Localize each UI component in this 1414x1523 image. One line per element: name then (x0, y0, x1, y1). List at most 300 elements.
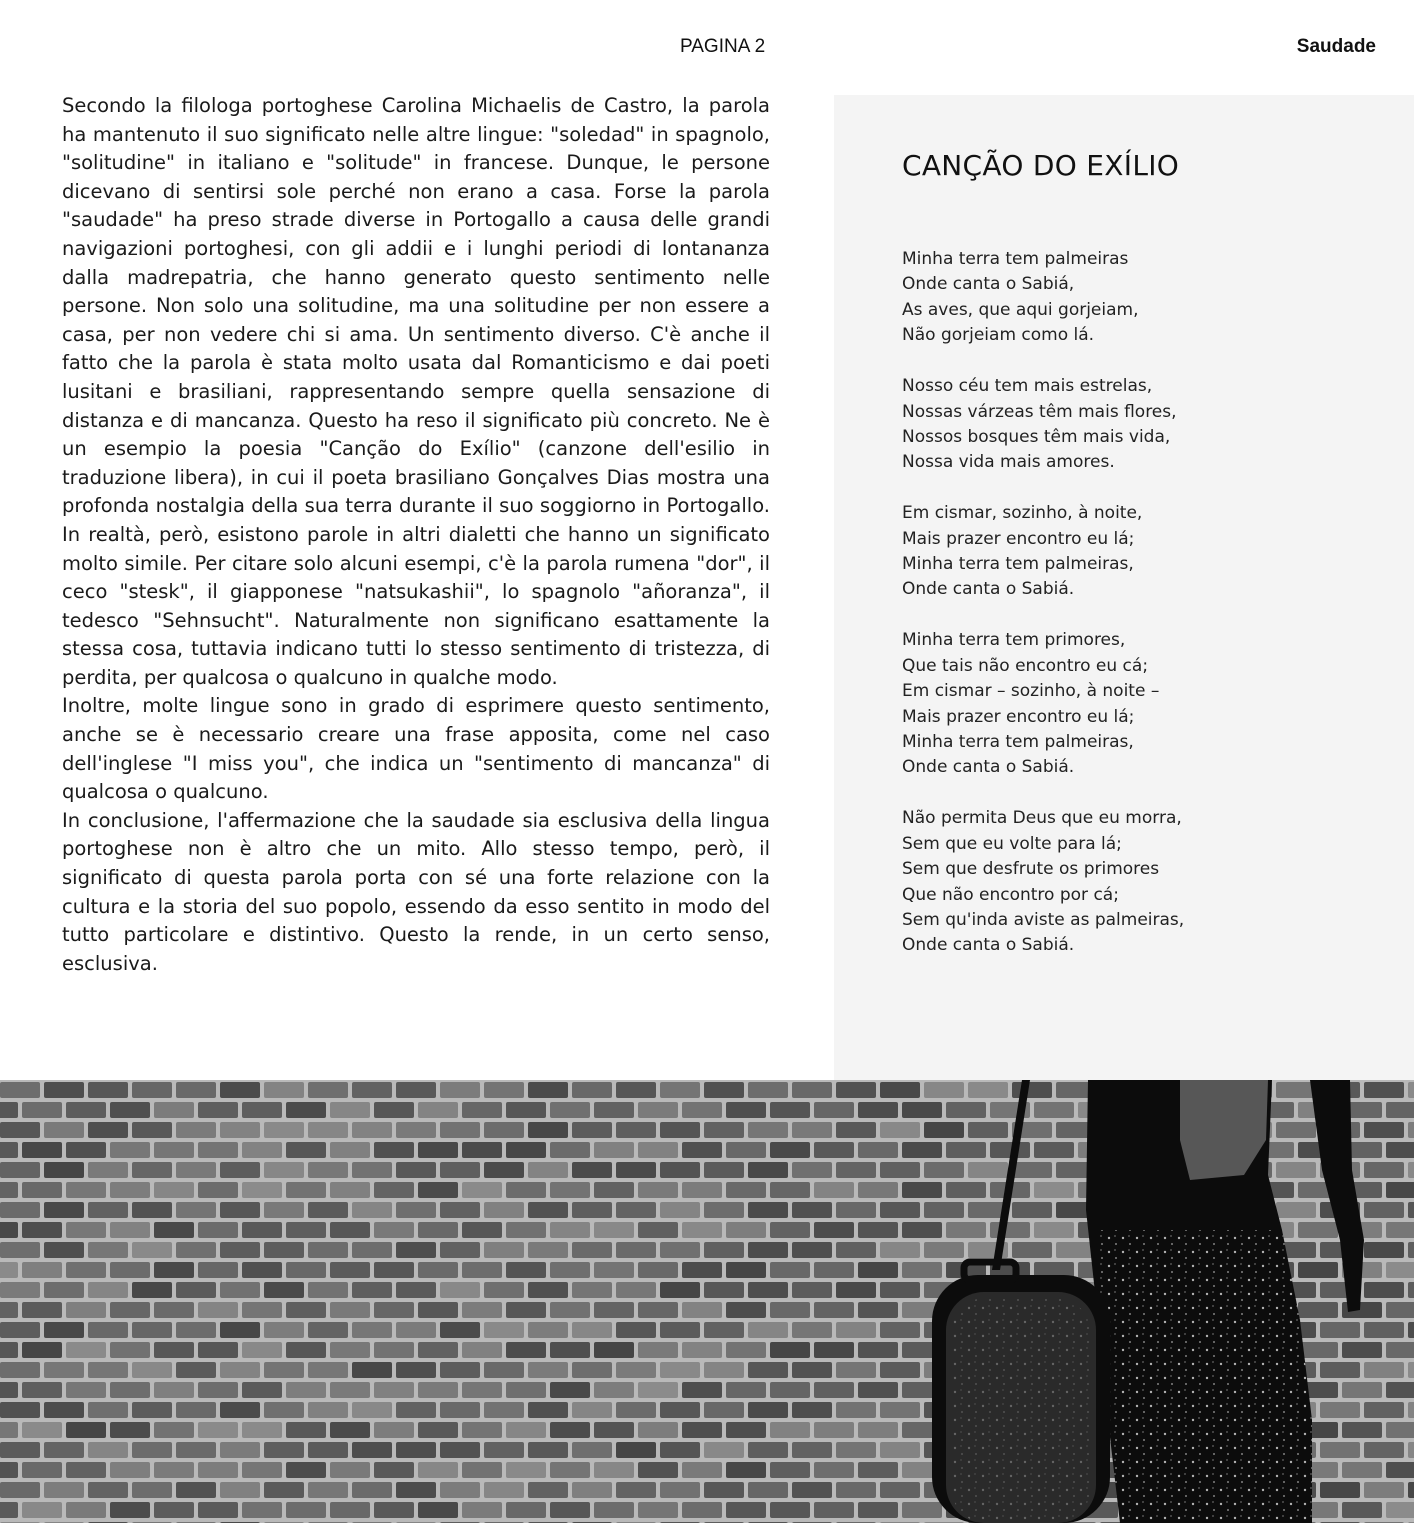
brick (154, 1262, 194, 1278)
page-number: PAGINA 2 (680, 36, 766, 57)
brick (132, 1362, 172, 1378)
brick (484, 1162, 524, 1178)
brick (132, 1162, 172, 1178)
brick (286, 1142, 326, 1158)
brick (506, 1382, 546, 1398)
brick (0, 1162, 40, 1178)
brick (748, 1122, 788, 1138)
brick (110, 1222, 150, 1238)
brick (1408, 1282, 1414, 1298)
brick (528, 1402, 568, 1418)
magazine-title: Saudade (1296, 36, 1376, 57)
brick (814, 1302, 854, 1318)
brick (1298, 1222, 1338, 1238)
brick (462, 1102, 502, 1118)
brick (1386, 1182, 1414, 1198)
brick (0, 1282, 40, 1298)
brick (22, 1382, 62, 1398)
brick (374, 1462, 414, 1478)
brick (550, 1502, 590, 1518)
brick (858, 1382, 898, 1398)
brick (594, 1142, 634, 1158)
brick (1408, 1082, 1414, 1098)
brick (462, 1422, 502, 1438)
brick (264, 1322, 304, 1338)
brick (704, 1442, 744, 1458)
brick (418, 1462, 458, 1478)
brick (880, 1242, 920, 1258)
brick (242, 1302, 282, 1318)
brick (1364, 1322, 1404, 1338)
brick (682, 1182, 722, 1198)
brick (1276, 1122, 1316, 1138)
brick (22, 1462, 62, 1478)
brick (22, 1142, 62, 1158)
brick (1342, 1342, 1382, 1358)
brick (550, 1462, 590, 1478)
brick (396, 1202, 436, 1218)
brick (1320, 1442, 1360, 1458)
brick (132, 1242, 172, 1258)
brick (330, 1382, 370, 1398)
brick (616, 1402, 656, 1418)
brick (88, 1242, 128, 1258)
brick (858, 1222, 898, 1238)
brick (396, 1402, 436, 1418)
brick (66, 1382, 106, 1398)
poem-verse: Minha terra tem palmeiras, (902, 732, 1134, 752)
brick (704, 1482, 744, 1498)
brick (352, 1402, 392, 1418)
poem-verse: Onde canta o Sabiá. (902, 935, 1075, 956)
brick (528, 1162, 568, 1178)
brick (506, 1102, 546, 1118)
brick (220, 1122, 260, 1138)
brick (814, 1222, 854, 1238)
brick (0, 1482, 40, 1498)
brick (968, 1122, 1008, 1138)
brick (572, 1202, 612, 1218)
brick (44, 1322, 84, 1338)
brick (1364, 1482, 1404, 1498)
brick (814, 1182, 854, 1198)
brick (264, 1162, 304, 1178)
brick (330, 1422, 370, 1438)
brick (880, 1402, 920, 1418)
brick (1386, 1502, 1414, 1518)
brick (638, 1262, 678, 1278)
brick (352, 1362, 392, 1378)
brick (88, 1402, 128, 1418)
brick (352, 1322, 392, 1338)
brick (1034, 1182, 1074, 1198)
brick (836, 1242, 876, 1258)
brick (0, 1182, 18, 1198)
brick (616, 1242, 656, 1258)
brick (770, 1142, 810, 1158)
brick (594, 1342, 634, 1358)
brick (0, 1402, 40, 1418)
brick (484, 1282, 524, 1298)
brick (660, 1362, 700, 1378)
brick (44, 1242, 84, 1258)
brick (704, 1242, 744, 1258)
brick (0, 1502, 18, 1518)
brick (990, 1222, 1030, 1238)
brick (1408, 1322, 1414, 1338)
brick (110, 1382, 150, 1398)
brick (550, 1222, 590, 1238)
brick (858, 1102, 898, 1118)
brick (616, 1202, 656, 1218)
poem-stanza (902, 628, 1184, 780)
brick (396, 1322, 436, 1338)
brick (66, 1342, 106, 1358)
brick (616, 1282, 656, 1298)
brick (550, 1182, 590, 1198)
brick (748, 1442, 788, 1458)
brick (396, 1162, 436, 1178)
brick (352, 1122, 392, 1138)
brick (924, 1082, 964, 1098)
article-paragraph: Inoltre, molte lingue sono in grado di esprimere questo sentimento, anche se è necessario creare una frase apposita, come nel caso dell'inglese "I miss you", che indica un "sentimento di mancanza" di qualcosa o qualcuno. (62, 694, 770, 804)
brick (858, 1302, 898, 1318)
brick (858, 1182, 898, 1198)
poem-verse: As aves, que aqui gorjeiam, (902, 299, 1139, 320)
brick (902, 1182, 942, 1198)
brick (330, 1502, 370, 1518)
poem-verse: Mais prazer encontro eu lá; (902, 528, 1135, 549)
brick (286, 1382, 326, 1398)
brick (88, 1442, 128, 1458)
brick (792, 1242, 832, 1258)
brick (902, 1102, 942, 1118)
brick (682, 1142, 722, 1158)
brick (176, 1162, 216, 1178)
brick (44, 1122, 84, 1138)
brick (682, 1422, 722, 1438)
brick (924, 1202, 964, 1218)
brick (0, 1382, 18, 1398)
brick (550, 1102, 590, 1118)
brick (308, 1202, 348, 1218)
brick (528, 1122, 568, 1138)
poem-verse: Minha terra tem primores, (902, 630, 1126, 651)
brick (638, 1382, 678, 1398)
brick (330, 1142, 370, 1158)
brick (66, 1302, 106, 1318)
brick (110, 1182, 150, 1198)
brick (792, 1362, 832, 1378)
brick (0, 1222, 18, 1238)
brick (264, 1282, 304, 1298)
brick (374, 1142, 414, 1158)
brick (858, 1422, 898, 1438)
brick (616, 1442, 656, 1458)
brick (1408, 1362, 1414, 1378)
brick (704, 1282, 744, 1298)
brick (704, 1402, 744, 1418)
brick (198, 1342, 238, 1358)
brick (660, 1162, 700, 1178)
brick (726, 1502, 766, 1518)
brick (704, 1162, 744, 1178)
brick (462, 1222, 502, 1238)
brick (1386, 1382, 1414, 1398)
brick (660, 1322, 700, 1338)
brick (616, 1322, 656, 1338)
brick (110, 1462, 150, 1478)
brick (660, 1442, 700, 1458)
brick (110, 1142, 150, 1158)
brick (902, 1142, 942, 1158)
brick (462, 1302, 502, 1318)
brick (286, 1462, 326, 1478)
brick (836, 1442, 876, 1458)
brick (792, 1202, 832, 1218)
brick (704, 1082, 744, 1098)
brick (616, 1122, 656, 1138)
brick (132, 1122, 172, 1138)
brick (66, 1142, 106, 1158)
brick (220, 1202, 260, 1218)
brick (836, 1282, 876, 1298)
brick (330, 1222, 370, 1238)
brick (0, 1142, 18, 1158)
brick (44, 1482, 84, 1498)
brick (198, 1462, 238, 1478)
poem-verse: Que não encontro por cá; (902, 884, 1119, 905)
brick (572, 1162, 612, 1178)
brick (726, 1462, 766, 1478)
brick (286, 1502, 326, 1518)
brick (814, 1262, 854, 1278)
brick (1034, 1222, 1074, 1238)
brick (748, 1242, 788, 1258)
brick (0, 1322, 40, 1338)
brick (44, 1362, 84, 1378)
brick (550, 1262, 590, 1278)
brick (594, 1182, 634, 1198)
brick (418, 1222, 458, 1238)
brick (0, 1102, 18, 1118)
brick (330, 1462, 370, 1478)
brick (968, 1082, 1008, 1098)
poem-verse: Não permita Deus que eu morra, (902, 808, 1182, 829)
brick (66, 1462, 106, 1478)
brick (154, 1382, 194, 1398)
brick (484, 1442, 524, 1458)
brick (880, 1322, 920, 1338)
brick (726, 1262, 766, 1278)
brick (550, 1382, 590, 1398)
brick (506, 1262, 546, 1278)
brick (22, 1342, 62, 1358)
brick (198, 1142, 238, 1158)
brick (550, 1142, 590, 1158)
brick (1408, 1482, 1414, 1498)
brick (220, 1362, 260, 1378)
brick (110, 1262, 150, 1278)
brick (1364, 1162, 1404, 1178)
brick (352, 1082, 392, 1098)
brick (198, 1262, 238, 1278)
brick (0, 1462, 18, 1478)
brick (1320, 1362, 1360, 1378)
poem-stanza (902, 806, 1184, 958)
brick (638, 1102, 678, 1118)
brick (242, 1382, 282, 1398)
brick (374, 1302, 414, 1318)
brick (858, 1502, 898, 1518)
brick (682, 1462, 722, 1478)
brick (0, 1422, 18, 1438)
brick (154, 1502, 194, 1518)
brick (286, 1262, 326, 1278)
brick (462, 1342, 502, 1358)
brick (264, 1082, 304, 1098)
brick (22, 1302, 62, 1318)
brick (44, 1162, 84, 1178)
brick (616, 1362, 656, 1378)
brick (22, 1262, 62, 1278)
brick (286, 1102, 326, 1118)
brick (220, 1242, 260, 1258)
brick (308, 1482, 348, 1498)
brick (0, 1302, 18, 1318)
brick (660, 1082, 700, 1098)
brick (308, 1162, 348, 1178)
brick (836, 1482, 876, 1498)
poem-verse: Onde canta o Sabiá. (902, 757, 1075, 778)
brick (264, 1202, 304, 1218)
brick (220, 1442, 260, 1458)
brick (308, 1322, 348, 1338)
brick (132, 1202, 172, 1218)
brick (572, 1402, 612, 1418)
brick (418, 1102, 458, 1118)
brick (572, 1362, 612, 1378)
brick (484, 1082, 524, 1098)
article-paragraph: Secondo la filologa portoghese Carolina Michaelis de Castro, la parola ha mantenuto il suo significato nelle altre lingue: "soledad" in spagnolo, "solitudine" in italiano e "solitude" in francese. Dunque, le persone dicevano di sentirsi sole perché non erano a casa. Forse la parola "saudade" ha preso strade diverse in Portogallo a causa delle grandi navigazioni portoghesi, con gli addii e i lunghi periodi di lontananza dalla madrepatria, che hanno generato questo sentimento nelle persone. Non solo una solitudine, ma una solitudine per non essere a casa, per non vedere chi si ama. Un sentimento diverso. C'è anche il fatto che la parola è stata molto usata dal Romanticismo e dai poeti lusitani e brasiliani, rappresentando sempre quella sensazione di distanza e di mancanza. Questo ha reso il significato più concreto. Ne è un esempio la poesia "Canção do Exílio" (canzone dell'esilio in traduzione libera), in cui il poeta brasiliano Gonçalves Dias mostra una profonda nostalgia della sua terra durante il suo soggiorno in Portogallo. In realtà, però, esistono parole in altri dialetti che hanno un significato molto simile. Per citare solo alcuni esempi, c'è la parola rumena "dor", il ceco "stesk", il giapponese "natsukashii", lo spagnolo "añoranza", il tedesco "Sehnsucht". Naturalmente non significano esattamente la stessa cosa, tuttavia indicano tutti lo stesso sentimento di tristezza, di perdita, per qualcosa o qualcuno in qualche modo. (62, 94, 770, 689)
brick (594, 1462, 634, 1478)
brick (836, 1362, 876, 1378)
brick (594, 1222, 634, 1238)
brick (396, 1082, 436, 1098)
brick (242, 1502, 282, 1518)
brick (682, 1502, 722, 1518)
brick (418, 1342, 458, 1358)
brick (924, 1162, 964, 1178)
brick (506, 1422, 546, 1438)
brick (176, 1402, 216, 1418)
brick (682, 1302, 722, 1318)
brick (726, 1142, 766, 1158)
brick (462, 1462, 502, 1478)
poem-stanza (902, 501, 1184, 603)
brick (528, 1322, 568, 1338)
brick (572, 1282, 612, 1298)
brick (792, 1122, 832, 1138)
brick (154, 1142, 194, 1158)
brick (814, 1342, 854, 1358)
brick (506, 1222, 546, 1238)
brick (770, 1102, 810, 1118)
brick (1342, 1422, 1382, 1438)
brick (0, 1442, 40, 1458)
poem-verse: Sem qu'inda aviste as palmeiras, (902, 909, 1185, 930)
brick (770, 1262, 810, 1278)
brick (770, 1502, 810, 1518)
brick (176, 1482, 216, 1498)
brick (1364, 1402, 1404, 1418)
brick (880, 1162, 920, 1178)
brick (682, 1342, 722, 1358)
brick (726, 1302, 766, 1318)
brick (154, 1462, 194, 1478)
brick (770, 1422, 810, 1438)
brick (572, 1482, 612, 1498)
brick (748, 1162, 788, 1178)
brick (330, 1302, 370, 1318)
brick (198, 1302, 238, 1318)
brick (374, 1102, 414, 1118)
brick (88, 1362, 128, 1378)
brick (176, 1322, 216, 1338)
brick (1012, 1162, 1052, 1178)
brick (374, 1222, 414, 1238)
brick (440, 1482, 480, 1498)
brick (1276, 1202, 1316, 1218)
brick (682, 1382, 722, 1398)
brick (396, 1362, 436, 1378)
brick (0, 1082, 40, 1098)
brick (1364, 1202, 1404, 1218)
brick (440, 1282, 480, 1298)
brick (792, 1162, 832, 1178)
brick (770, 1462, 810, 1478)
brick (154, 1182, 194, 1198)
brick (462, 1142, 502, 1158)
brick (22, 1182, 62, 1198)
brick (1364, 1442, 1404, 1458)
brick (484, 1402, 524, 1418)
brick (528, 1442, 568, 1458)
brick (1386, 1142, 1414, 1158)
brick (1408, 1402, 1414, 1418)
brick (418, 1142, 458, 1158)
brick (770, 1382, 810, 1398)
brick (1386, 1102, 1414, 1118)
brick (506, 1142, 546, 1158)
brick (726, 1422, 766, 1438)
poem-verse: Nossa vida mais amores. (902, 452, 1115, 473)
brick (132, 1442, 172, 1458)
article-paragraph: In conclusione, l'affermazione che la saudade sia esclusiva della lingua portoghese non è altro che un mito. Allo stesso tempo, però, il significato di questa parola porta con sé una forte relazione con la cultura e la storia del suo popolo, essendo da esso sentito in modo del tutto particolare e distintivo. Questo la rende, in un certo senso, esclusiva. (62, 808, 770, 975)
brick (1012, 1242, 1052, 1258)
poem-verse: Sem que eu volte para lá; (902, 833, 1122, 854)
brick (352, 1242, 392, 1258)
brick (704, 1362, 744, 1378)
brick (44, 1282, 84, 1298)
brick (220, 1082, 260, 1098)
brick (308, 1282, 348, 1298)
brick (418, 1182, 458, 1198)
brick (44, 1202, 84, 1218)
brick (1386, 1342, 1414, 1358)
brick (484, 1362, 524, 1378)
brick (308, 1082, 348, 1098)
